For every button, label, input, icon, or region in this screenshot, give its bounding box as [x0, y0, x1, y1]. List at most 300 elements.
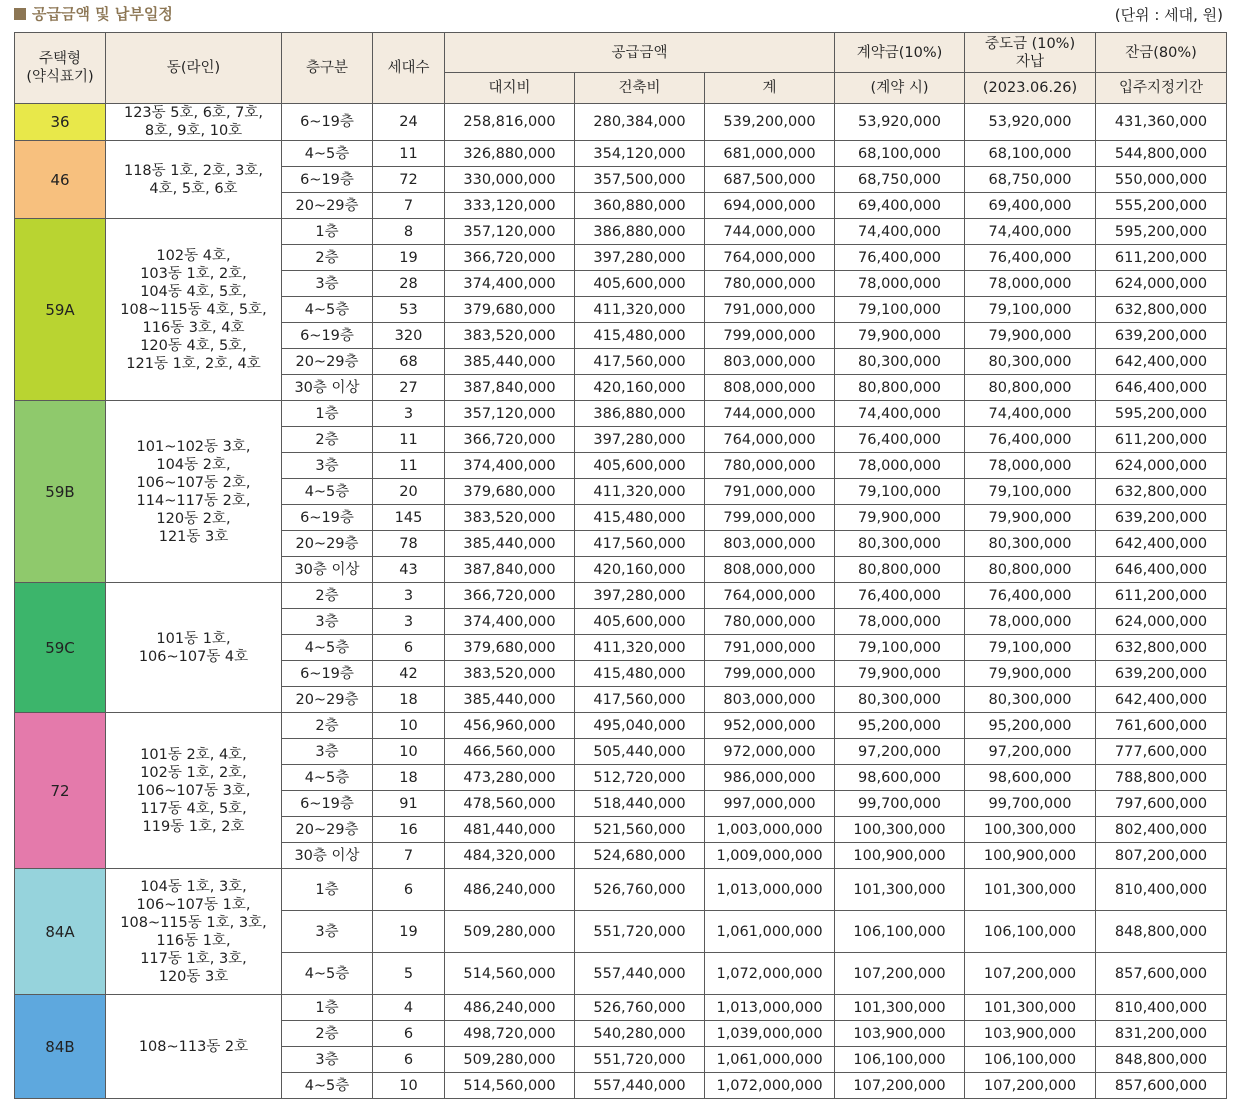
building-cell: 420,160,000: [575, 557, 705, 583]
total-cell: 972,000,000: [705, 739, 835, 765]
balance-cell: 431,360,000: [1096, 104, 1227, 141]
building-cell: 405,600,000: [575, 609, 705, 635]
units-cell: 20: [373, 479, 445, 505]
land-cell: 258,816,000: [445, 104, 575, 141]
mid-cell: 106,100,000: [965, 1047, 1096, 1073]
mid-cell: 76,400,000: [965, 427, 1096, 453]
land-cell: 366,720,000: [445, 245, 575, 271]
mid-cell: 78,000,000: [965, 271, 1096, 297]
floor-cell: 2층: [282, 427, 373, 453]
table-row: [15, 141, 1227, 167]
balance-cell: 639,200,000: [1096, 505, 1227, 531]
total-cell: 1,039,000,000: [705, 1021, 835, 1047]
section-title-text: 공급금액 및 납부일정: [32, 5, 173, 23]
land-cell: 383,520,000: [445, 661, 575, 687]
mid-cell: 100,300,000: [965, 817, 1096, 843]
dong-line: 108~115동 1호, 3호,: [120, 914, 267, 931]
total-cell: 791,000,000: [705, 635, 835, 661]
land-cell: 387,840,000: [445, 375, 575, 401]
units-cell: 27: [373, 375, 445, 401]
units-cell: 18: [373, 765, 445, 791]
balance-cell: 788,800,000: [1096, 765, 1227, 791]
total-cell: 744,000,000: [705, 219, 835, 245]
deposit-cell: 106,100,000: [835, 1047, 965, 1073]
land-cell: 478,560,000: [445, 791, 575, 817]
mid-cell: 78,000,000: [965, 609, 1096, 635]
floor-cell: 4~5층: [282, 141, 373, 167]
building-cell: 524,680,000: [575, 843, 705, 869]
land-cell: 473,280,000: [445, 765, 575, 791]
total-cell: 808,000,000: [705, 557, 835, 583]
dong-line: 116동 1호,: [156, 932, 231, 949]
mid-cell: 68,100,000: [965, 141, 1096, 167]
floor-cell: 4~5층: [282, 479, 373, 505]
building-cell: 280,384,000: [575, 104, 705, 141]
type-cell: 59C: [15, 583, 106, 713]
total-cell: 1,009,000,000: [705, 843, 835, 869]
floor-cell: 20~29층: [282, 193, 373, 219]
balance-cell: 777,600,000: [1096, 739, 1227, 765]
header-type: 주택형 (약식표기): [15, 33, 106, 104]
mid-cell: 79,100,000: [965, 297, 1096, 323]
land-cell: 484,320,000: [445, 843, 575, 869]
balance-cell: 848,800,000: [1096, 1047, 1227, 1073]
units-cell: 11: [373, 453, 445, 479]
total-cell: 1,072,000,000: [705, 953, 835, 995]
table-row: [15, 401, 1227, 427]
balance-cell: 632,800,000: [1096, 297, 1227, 323]
units-cell: 53: [373, 297, 445, 323]
mid-cell: 101,300,000: [965, 869, 1096, 911]
dong-line: 106~107동 3호,: [136, 782, 251, 799]
total-cell: 744,000,000: [705, 401, 835, 427]
units-cell: 16: [373, 817, 445, 843]
dong-line: 116동 3호, 4호: [142, 319, 245, 336]
deposit-cell: 106,100,000: [835, 911, 965, 953]
land-cell: 498,720,000: [445, 1021, 575, 1047]
table-row: [15, 869, 1227, 911]
building-cell: 526,760,000: [575, 995, 705, 1021]
units-cell: 7: [373, 843, 445, 869]
section-title: [14, 3, 173, 24]
units-cell: 11: [373, 141, 445, 167]
balance-cell: 639,200,000: [1096, 323, 1227, 349]
building-cell: 420,160,000: [575, 375, 705, 401]
units-cell: 145: [373, 505, 445, 531]
dong-cell: [106, 713, 282, 869]
deposit-cell: 80,300,000: [835, 349, 965, 375]
balance-cell: 611,200,000: [1096, 583, 1227, 609]
floor-cell: 30층 이상: [282, 375, 373, 401]
dong-line: 8호, 9호, 10호: [144, 123, 243, 139]
header-land: 대지비: [445, 73, 575, 104]
mid-cell: 107,200,000: [965, 953, 1096, 995]
total-cell: 799,000,000: [705, 661, 835, 687]
balance-cell: 595,200,000: [1096, 401, 1227, 427]
building-cell: 417,560,000: [575, 687, 705, 713]
land-cell: 374,400,000: [445, 453, 575, 479]
balance-cell: 642,400,000: [1096, 531, 1227, 557]
header-balance: 잔금(80%): [1096, 33, 1227, 73]
balance-cell: 646,400,000: [1096, 557, 1227, 583]
mid-cell: 95,200,000: [965, 713, 1096, 739]
land-cell: 366,720,000: [445, 583, 575, 609]
dong-line: 120동 4호, 5호,: [140, 337, 247, 354]
land-cell: 379,680,000: [445, 635, 575, 661]
header-building: 건축비: [575, 73, 705, 104]
deposit-cell: 107,200,000: [835, 953, 965, 995]
table-header: [15, 33, 1227, 104]
floor-cell: 6~19층: [282, 791, 373, 817]
units-cell: 24: [373, 104, 445, 141]
deposit-cell: 78,000,000: [835, 271, 965, 297]
dong-line: 114~117동 2호,: [136, 492, 251, 509]
mid-cell: 79,100,000: [965, 635, 1096, 661]
floor-cell: 30층 이상: [282, 843, 373, 869]
type-cell: 59A: [15, 219, 106, 401]
total-cell: 952,000,000: [705, 713, 835, 739]
land-cell: 486,240,000: [445, 869, 575, 911]
building-cell: 386,880,000: [575, 219, 705, 245]
type-cell: 84A: [15, 869, 106, 995]
deposit-cell: 100,900,000: [835, 843, 965, 869]
mid-cell: 97,200,000: [965, 739, 1096, 765]
floor-cell: 4~5층: [282, 635, 373, 661]
building-cell: 512,720,000: [575, 765, 705, 791]
dong-line: 120동 2호,: [156, 510, 231, 527]
deposit-cell: 68,100,000: [835, 141, 965, 167]
total-cell: 803,000,000: [705, 349, 835, 375]
building-cell: 386,880,000: [575, 401, 705, 427]
deposit-cell: 79,100,000: [835, 635, 965, 661]
floor-cell: 20~29층: [282, 349, 373, 375]
land-cell: 456,960,000: [445, 713, 575, 739]
total-cell: 803,000,000: [705, 687, 835, 713]
land-cell: 486,240,000: [445, 995, 575, 1021]
land-cell: 385,440,000: [445, 687, 575, 713]
deposit-cell: 80,300,000: [835, 531, 965, 557]
table-body: [15, 104, 1227, 1099]
mid-cell: 53,920,000: [965, 104, 1096, 141]
deposit-cell: 78,000,000: [835, 453, 965, 479]
units-cell: 91: [373, 791, 445, 817]
floor-cell: 6~19층: [282, 505, 373, 531]
balance-cell: 802,400,000: [1096, 817, 1227, 843]
building-cell: 540,280,000: [575, 1021, 705, 1047]
mid-cell: 76,400,000: [965, 583, 1096, 609]
mid-cell: 74,400,000: [965, 401, 1096, 427]
land-cell: 366,720,000: [445, 427, 575, 453]
mid-cell: 80,300,000: [965, 687, 1096, 713]
deposit-cell: 79,900,000: [835, 505, 965, 531]
dong-cell: [106, 141, 282, 219]
land-cell: 374,400,000: [445, 609, 575, 635]
floor-cell: 20~29층: [282, 687, 373, 713]
land-cell: 374,400,000: [445, 271, 575, 297]
dong-line: 108~113동 2호: [138, 1038, 249, 1055]
units-cell: 18: [373, 687, 445, 713]
header-deposit: 계약금(10%): [835, 33, 965, 73]
dong-line: 101동 1호,: [156, 630, 231, 647]
mid-cell: 76,400,000: [965, 245, 1096, 271]
mid-cell: 79,900,000: [965, 661, 1096, 687]
deposit-cell: 95,200,000: [835, 713, 965, 739]
land-cell: 514,560,000: [445, 953, 575, 995]
floor-cell: 6~19층: [282, 323, 373, 349]
floor-cell: 4~5층: [282, 765, 373, 791]
total-cell: 780,000,000: [705, 271, 835, 297]
units-cell: 7: [373, 193, 445, 219]
total-cell: 764,000,000: [705, 583, 835, 609]
deposit-cell: 76,400,000: [835, 427, 965, 453]
unit-label: (단위 : 세대, 원): [1114, 6, 1223, 24]
balance-cell: 632,800,000: [1096, 635, 1227, 661]
balance-cell: 642,400,000: [1096, 687, 1227, 713]
land-cell: 481,440,000: [445, 817, 575, 843]
total-cell: 681,000,000: [705, 141, 835, 167]
building-cell: 417,560,000: [575, 531, 705, 557]
mid-cell: 80,300,000: [965, 349, 1096, 375]
land-cell: 379,680,000: [445, 479, 575, 505]
deposit-cell: 97,200,000: [835, 739, 965, 765]
header-total: 계: [705, 73, 835, 104]
dong-line: 102동 4호,: [156, 247, 231, 264]
units-cell: 4: [373, 995, 445, 1021]
deposit-cell: 98,600,000: [835, 765, 965, 791]
header-supply: 공급금액: [445, 33, 835, 73]
floor-cell: 3층: [282, 271, 373, 297]
floor-cell: 6~19층: [282, 167, 373, 193]
total-cell: 803,000,000: [705, 531, 835, 557]
deposit-cell: 69,400,000: [835, 193, 965, 219]
balance-cell: 810,400,000: [1096, 869, 1227, 911]
dong-line: 117동 1호, 3호,: [140, 950, 247, 967]
dong-line: 101동 2호, 4호,: [140, 746, 247, 763]
header-dong: 동(라인): [106, 33, 282, 104]
balance-cell: 595,200,000: [1096, 219, 1227, 245]
building-cell: 405,600,000: [575, 453, 705, 479]
deposit-cell: 79,100,000: [835, 297, 965, 323]
type-cell: 36: [15, 104, 106, 141]
dong-cell: [106, 995, 282, 1099]
header-mid: 중도금 (10%) 자납: [965, 33, 1096, 73]
total-cell: 1,061,000,000: [705, 911, 835, 953]
dong-cell: [106, 583, 282, 713]
units-cell: 72: [373, 167, 445, 193]
floor-cell: 6~19층: [282, 104, 373, 141]
floor-cell: 3층: [282, 1047, 373, 1073]
balance-cell: 797,600,000: [1096, 791, 1227, 817]
deposit-cell: 79,100,000: [835, 479, 965, 505]
deposit-cell: 79,900,000: [835, 323, 965, 349]
mid-cell: 78,000,000: [965, 453, 1096, 479]
floor-cell: 3층: [282, 739, 373, 765]
building-cell: 397,280,000: [575, 245, 705, 271]
dong-line: 120동 3호: [158, 968, 229, 985]
dong-line: 121동 1호, 2호, 4호: [126, 355, 261, 372]
units-cell: 3: [373, 609, 445, 635]
balance-cell: 810,400,000: [1096, 995, 1227, 1021]
units-cell: 320: [373, 323, 445, 349]
deposit-cell: 101,300,000: [835, 869, 965, 911]
total-cell: 780,000,000: [705, 453, 835, 479]
total-cell: 780,000,000: [705, 609, 835, 635]
dong-line: 117동 4호, 5호,: [140, 800, 247, 817]
units-cell: 6: [373, 1021, 445, 1047]
floor-cell: 2층: [282, 1021, 373, 1047]
total-cell: 791,000,000: [705, 479, 835, 505]
land-cell: 333,120,000: [445, 193, 575, 219]
units-cell: 3: [373, 401, 445, 427]
land-cell: 326,880,000: [445, 141, 575, 167]
floor-cell: 20~29층: [282, 817, 373, 843]
land-cell: 509,280,000: [445, 1047, 575, 1073]
mid-cell: 80,300,000: [965, 531, 1096, 557]
mid-cell: 74,400,000: [965, 219, 1096, 245]
dong-line: 106~107동 4호: [138, 648, 249, 665]
deposit-cell: 107,200,000: [835, 1073, 965, 1099]
building-cell: 526,760,000: [575, 869, 705, 911]
dong-line: 108~115동 4호, 5호,: [120, 301, 267, 318]
balance-cell: 857,600,000: [1096, 1073, 1227, 1099]
mid-cell: 68,750,000: [965, 167, 1096, 193]
deposit-cell: 78,000,000: [835, 609, 965, 635]
mid-cell: 69,400,000: [965, 193, 1096, 219]
units-cell: 6: [373, 1047, 445, 1073]
floor-cell: 1층: [282, 995, 373, 1021]
units-cell: 10: [373, 739, 445, 765]
building-cell: 551,720,000: [575, 1047, 705, 1073]
floor-cell: 2층: [282, 713, 373, 739]
dong-cell: [106, 869, 282, 995]
mid-cell: 80,800,000: [965, 375, 1096, 401]
dong-cell: [106, 219, 282, 401]
building-cell: 405,600,000: [575, 271, 705, 297]
total-cell: 1,013,000,000: [705, 869, 835, 911]
building-cell: 415,480,000: [575, 323, 705, 349]
dong-line: 103동 1호, 2호,: [140, 265, 247, 282]
dong-cell: [106, 104, 282, 141]
balance-cell: 857,600,000: [1096, 953, 1227, 995]
building-cell: 415,480,000: [575, 505, 705, 531]
total-cell: 539,200,000: [705, 104, 835, 141]
table-row: [15, 995, 1227, 1021]
building-cell: 518,440,000: [575, 791, 705, 817]
dong-line: 104동 4호, 5호,: [140, 283, 247, 300]
dong-line: 102동 1호, 2호,: [140, 764, 247, 781]
land-cell: 357,120,000: [445, 401, 575, 427]
table-row: [15, 583, 1227, 609]
header-deposit-sub: (계약 시): [835, 73, 965, 104]
floor-cell: 2층: [282, 583, 373, 609]
units-cell: 3: [373, 583, 445, 609]
header-mid-sub: (2023.06.26): [965, 73, 1096, 104]
balance-cell: 807,200,000: [1096, 843, 1227, 869]
units-cell: 6: [373, 635, 445, 661]
header-units: 세대수: [373, 33, 445, 104]
units-cell: 11: [373, 427, 445, 453]
floor-cell: 4~5층: [282, 297, 373, 323]
supply-price-table: [14, 32, 1227, 1099]
land-cell: 385,440,000: [445, 531, 575, 557]
units-cell: 6: [373, 869, 445, 911]
units-cell: 43: [373, 557, 445, 583]
building-cell: 411,320,000: [575, 479, 705, 505]
deposit-cell: 80,800,000: [835, 557, 965, 583]
mid-cell: 101,300,000: [965, 995, 1096, 1021]
type-cell: 46: [15, 141, 106, 219]
balance-cell: 632,800,000: [1096, 479, 1227, 505]
land-cell: 357,120,000: [445, 219, 575, 245]
balance-cell: 642,400,000: [1096, 349, 1227, 375]
deposit-cell: 103,900,000: [835, 1021, 965, 1047]
floor-cell: 1층: [282, 219, 373, 245]
land-cell: 383,520,000: [445, 323, 575, 349]
deposit-cell: 79,900,000: [835, 661, 965, 687]
mid-cell: 106,100,000: [965, 911, 1096, 953]
building-cell: 360,880,000: [575, 193, 705, 219]
total-cell: 808,000,000: [705, 375, 835, 401]
deposit-cell: 74,400,000: [835, 219, 965, 245]
building-cell: 505,440,000: [575, 739, 705, 765]
total-cell: 799,000,000: [705, 505, 835, 531]
building-cell: 495,040,000: [575, 713, 705, 739]
building-cell: 354,120,000: [575, 141, 705, 167]
floor-cell: 30층 이상: [282, 557, 373, 583]
header-floor: 층구분: [282, 33, 373, 104]
balance-cell: 624,000,000: [1096, 609, 1227, 635]
type-cell: 72: [15, 713, 106, 869]
mid-cell: 103,900,000: [965, 1021, 1096, 1047]
land-cell: 466,560,000: [445, 739, 575, 765]
balance-cell: 544,800,000: [1096, 141, 1227, 167]
mid-cell: 99,700,000: [965, 791, 1096, 817]
mid-cell: 79,900,000: [965, 323, 1096, 349]
type-cell: 84B: [15, 995, 106, 1099]
floor-cell: 6~19층: [282, 661, 373, 687]
balance-cell: 639,200,000: [1096, 661, 1227, 687]
deposit-cell: 68,750,000: [835, 167, 965, 193]
total-cell: 997,000,000: [705, 791, 835, 817]
deposit-cell: 53,920,000: [835, 104, 965, 141]
deposit-cell: 74,400,000: [835, 401, 965, 427]
balance-cell: 611,200,000: [1096, 245, 1227, 271]
floor-cell: 1층: [282, 401, 373, 427]
floor-cell: 20~29층: [282, 531, 373, 557]
total-cell: 799,000,000: [705, 323, 835, 349]
building-cell: 417,560,000: [575, 349, 705, 375]
dong-line: 104동 1호, 3호,: [140, 878, 247, 895]
building-cell: 557,440,000: [575, 1073, 705, 1099]
building-cell: 411,320,000: [575, 297, 705, 323]
building-cell: 551,720,000: [575, 911, 705, 953]
floor-cell: 3층: [282, 453, 373, 479]
dong-line: 106~107동 1호,: [136, 896, 251, 913]
units-cell: 5: [373, 953, 445, 995]
dong-line: 101~102동 3호,: [136, 438, 251, 455]
balance-cell: 646,400,000: [1096, 375, 1227, 401]
building-cell: 415,480,000: [575, 661, 705, 687]
dong-line: 104동 2호,: [156, 456, 231, 473]
table-row: [15, 713, 1227, 739]
building-cell: 357,500,000: [575, 167, 705, 193]
balance-cell: 550,000,000: [1096, 167, 1227, 193]
units-cell: 78: [373, 531, 445, 557]
units-cell: 8: [373, 219, 445, 245]
total-cell: 764,000,000: [705, 427, 835, 453]
balance-cell: 624,000,000: [1096, 271, 1227, 297]
balance-cell: 761,600,000: [1096, 713, 1227, 739]
